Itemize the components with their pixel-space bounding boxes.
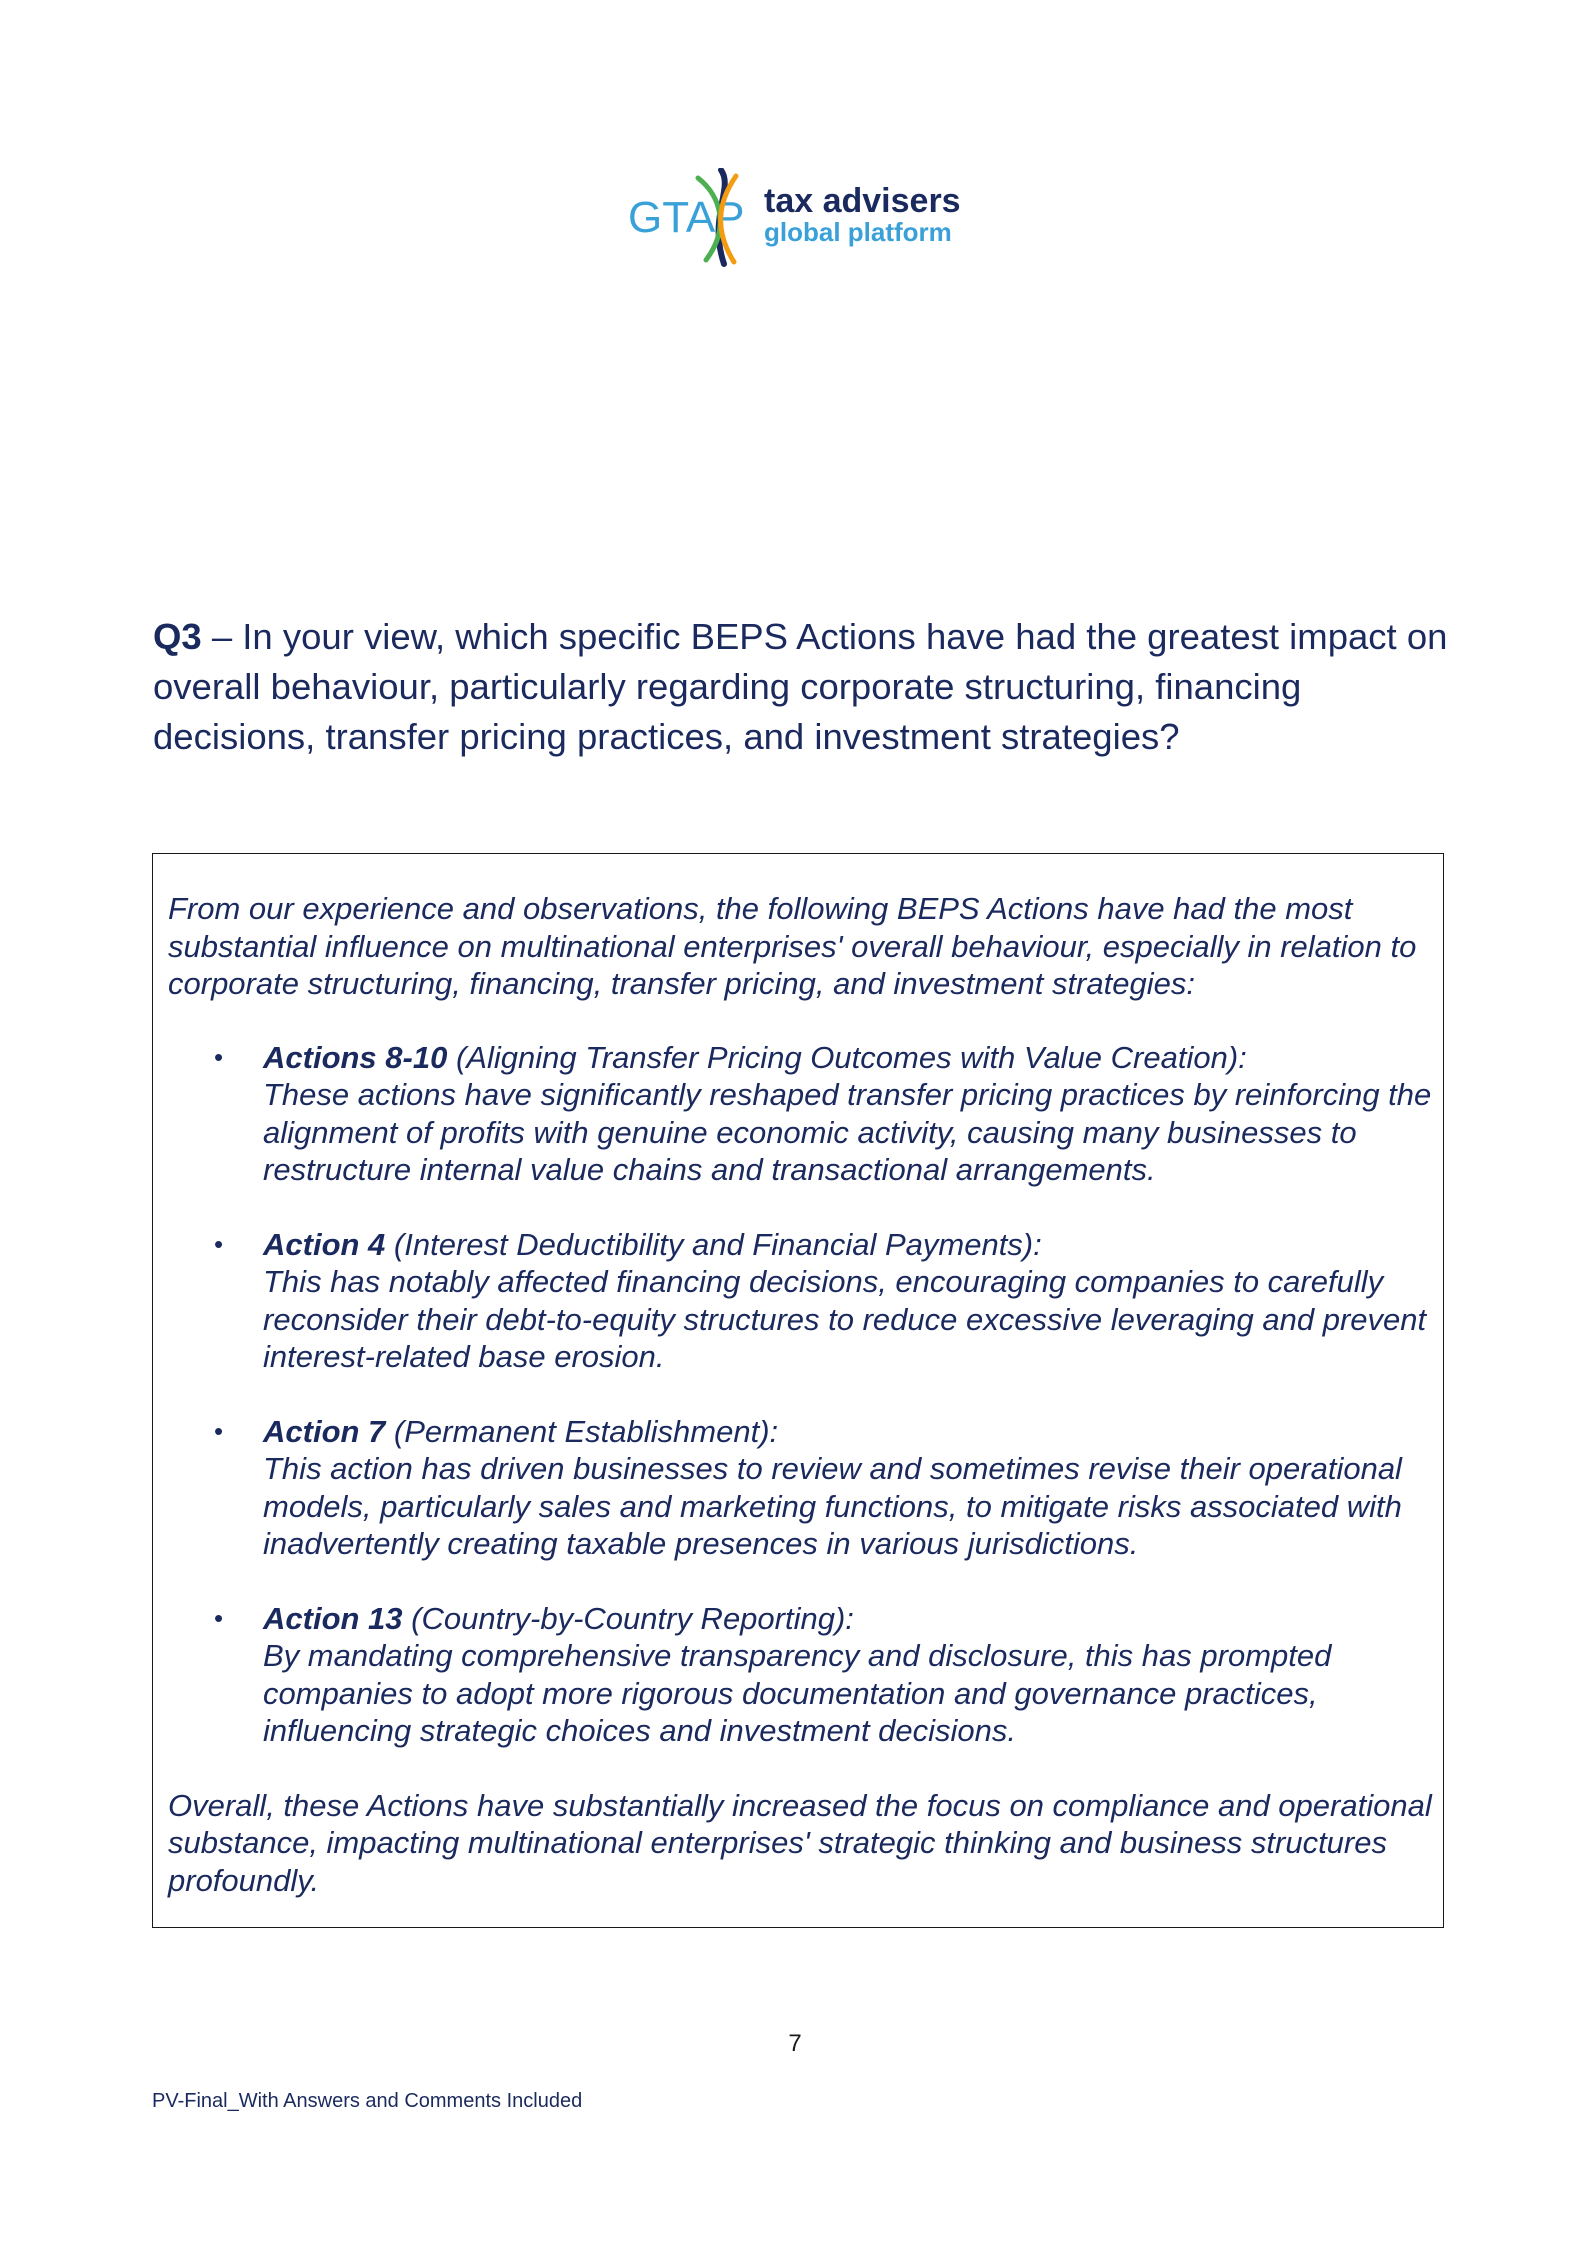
actions-list	[168, 1039, 1438, 1750]
answer-content	[168, 890, 1438, 1899]
answer-outro: Overall, these Actions have substantially increased the focus on compliance and operational substance, impacting multinational enterprises' strategic thinking and business structures profoundly.	[168, 1787, 1432, 1898]
action-title: (Permanent Establishment):	[385, 1413, 779, 1449]
action-title: (Interest Deductibility and Financial Payments):	[385, 1226, 1042, 1262]
action-description: This action has driven businesses to review and sometimes revise their operational models, particularly sales and marketing functions, to mitigate risks associated with inadvertently creating taxable presences in various jurisdictions.	[263, 1451, 1402, 1561]
logo-acronym: GTAP	[628, 193, 745, 242]
question-text: – In your view, which specific BEPS Actions have had the greatest impact on overall behaviour, particularly regarding corporate structuring, financing decisions, transfer pricing practices, and investment strategies?	[153, 616, 1448, 757]
action-name: Action 4	[263, 1226, 386, 1262]
answer-intro: From our experience and observations, the following BEPS Actions have had the most substantial influence on multinational enterprises' overall behaviour, especially in relation to corporate structuring, financing, transfer pricing, and investment strategies:	[168, 891, 1417, 1001]
action-description: This has notably affected financing decisions, encouraging companies to carefully reconsider their debt-to-equity structures to reduce excessive leveraging and prevent interest-related base erosion.	[263, 1264, 1427, 1374]
question-number: Q3	[153, 616, 202, 657]
logo-line1: tax advisers	[764, 182, 961, 220]
bullet-icon: •	[214, 1415, 224, 1446]
list-item	[168, 1413, 1438, 1563]
answer-box	[152, 853, 1444, 1928]
question	[153, 612, 1453, 762]
action-title: (Aligning Transfer Pricing Outcomes with Value Creation):	[447, 1039, 1247, 1075]
list-item	[168, 1600, 1438, 1750]
footer-text: PV-Final_With Answers and Comments Included	[152, 2090, 583, 2112]
action-name: Actions 8-10	[263, 1039, 448, 1075]
page-number: 7	[788, 2030, 802, 2057]
action-name: Action 13	[263, 1600, 403, 1636]
action-description: By mandating comprehensive transparency and disclosure, this has prompted companies to adopt more rigorous documentation and governance practices, influencing strategic choices and investment decisions.	[263, 1638, 1332, 1748]
action-title: (Country-by-Country Reporting):	[402, 1600, 854, 1636]
action-description: These actions have significantly reshaped transfer pricing practices by reinforcing the alignment of profits with genuine economic activity, causing many businesses to restructure internal value chains and transactional arrangements.	[263, 1077, 1432, 1187]
list-item	[168, 1039, 1438, 1189]
action-name: Action 7	[263, 1413, 386, 1449]
gtap-logo	[626, 168, 966, 268]
bullet-icon: •	[214, 1041, 224, 1072]
list-item	[168, 1226, 1438, 1376]
bullet-icon: •	[214, 1602, 224, 1633]
logo-line2: global platform	[764, 217, 952, 247]
bullet-icon: •	[214, 1228, 224, 1259]
